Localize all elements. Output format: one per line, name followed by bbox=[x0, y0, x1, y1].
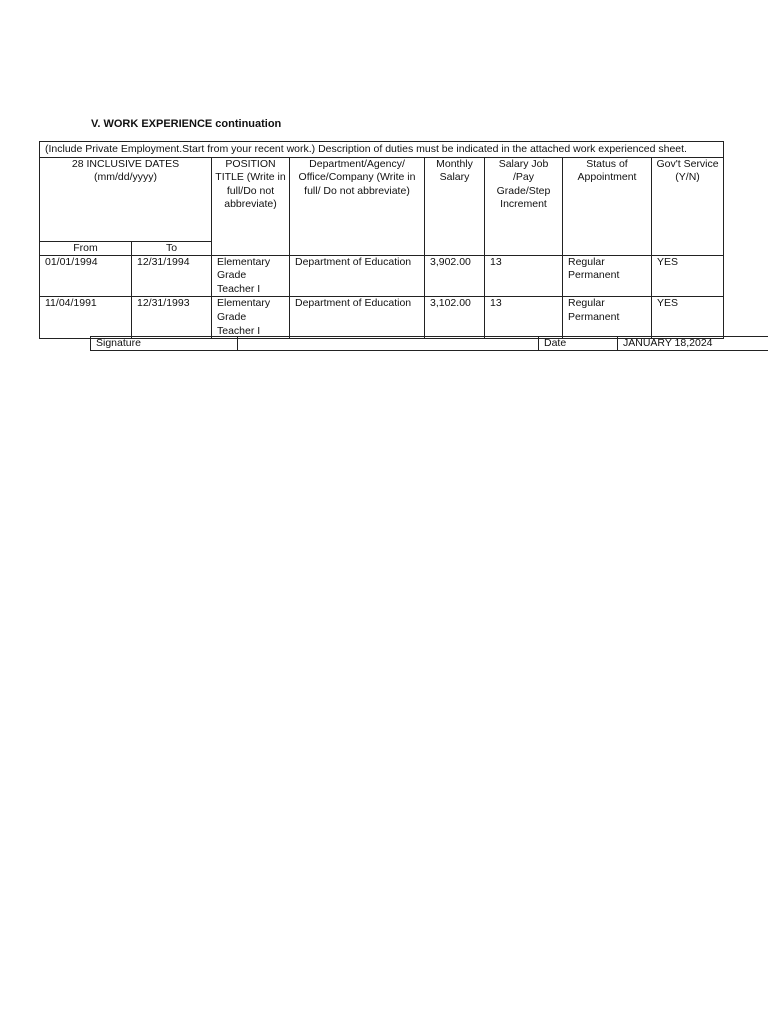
signature-table bbox=[90, 336, 768, 351]
cell-salary-grade[interactable]: 13 bbox=[485, 255, 563, 297]
table-row bbox=[40, 297, 724, 339]
header-govt-service: Gov't Service (Y/N) bbox=[652, 157, 724, 241]
cell-govt-service[interactable]: YES bbox=[652, 255, 724, 297]
cell-position-title[interactable]: Elementary Grade Teacher I bbox=[212, 297, 290, 339]
header-to: To bbox=[132, 241, 212, 255]
cell-position-title[interactable]: Elementary Grade Teacher I bbox=[212, 255, 290, 297]
instructions-note: (Include Private Employment.Start from your recent work.) Description of duties must be indicated in the attached work experienced sheet. bbox=[40, 142, 724, 158]
cell-to[interactable]: 12/31/1993 bbox=[132, 297, 212, 339]
cell-status[interactable]: Regular Permanent bbox=[563, 255, 652, 297]
section-title: V. WORK EXPERIENCE continuation bbox=[91, 118, 282, 130]
cell-to[interactable]: 12/31/1994 bbox=[132, 255, 212, 297]
header-spacer bbox=[563, 241, 652, 255]
signature-label: Signature bbox=[91, 337, 238, 351]
cell-monthly-salary[interactable]: 3,902.00 bbox=[425, 255, 485, 297]
date-label: Date bbox=[539, 337, 618, 351]
header-position-title: POSITION TITLE (Write in full/Do not abbreviate) bbox=[212, 157, 290, 241]
cell-govt-service[interactable]: YES bbox=[652, 297, 724, 339]
header-department: Department/Agency/ Office/Company (Write in full/ Do not abbreviate) bbox=[290, 157, 425, 241]
header-spacer bbox=[290, 241, 425, 255]
date-field[interactable]: JANUARY 18,2024 bbox=[618, 337, 768, 351]
header-spacer bbox=[652, 241, 724, 255]
cell-monthly-salary[interactable]: 3,102.00 bbox=[425, 297, 485, 339]
header-status-of-appointment: Status of Appointment bbox=[563, 157, 652, 241]
header-monthly-salary: Monthly Salary bbox=[425, 157, 485, 241]
header-spacer bbox=[212, 241, 290, 255]
cell-status[interactable]: Regular Permanent bbox=[563, 297, 652, 339]
signature-field[interactable] bbox=[238, 337, 539, 351]
cell-from[interactable]: 01/01/1994 bbox=[40, 255, 132, 297]
cell-department[interactable]: Department of Education bbox=[290, 297, 425, 339]
header-spacer bbox=[485, 241, 563, 255]
table-row bbox=[40, 255, 724, 297]
header-inclusive-dates: 28 INCLUSIVE DATES (mm/dd/yyyy) bbox=[40, 157, 212, 241]
header-salary-grade: Salary Job /Pay Grade/Step Increment bbox=[485, 157, 563, 241]
cell-from[interactable]: 11/04/1991 bbox=[40, 297, 132, 339]
header-spacer bbox=[425, 241, 485, 255]
cell-salary-grade[interactable]: 13 bbox=[485, 297, 563, 339]
header-from: From bbox=[40, 241, 132, 255]
cell-department[interactable]: Department of Education bbox=[290, 255, 425, 297]
work-experience-table bbox=[39, 141, 724, 339]
